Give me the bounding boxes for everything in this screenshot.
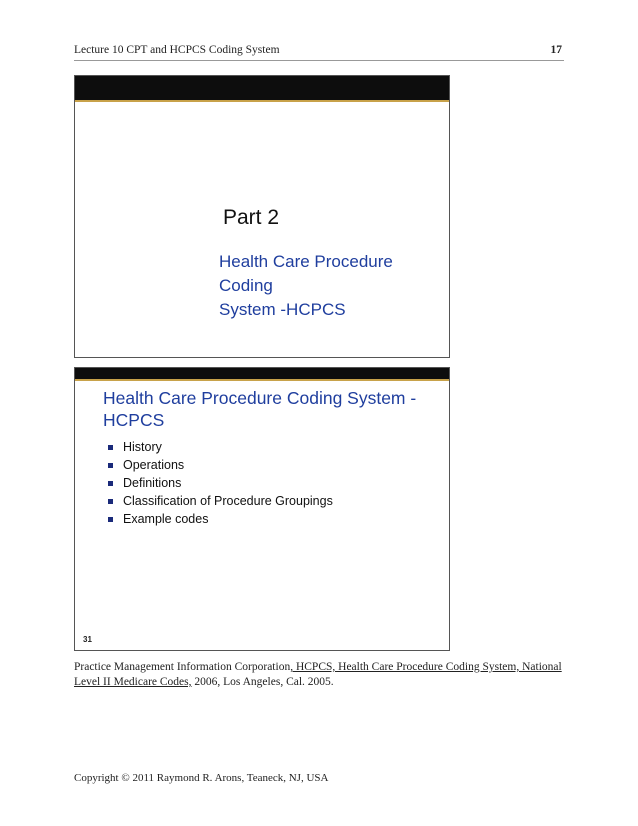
bullet-text: Classification of Procedure Groupings [123, 494, 333, 508]
square-bullet-icon [108, 517, 113, 522]
slide-number: 31 [83, 635, 92, 644]
square-bullet-icon [108, 445, 113, 450]
page-header [74, 44, 564, 61]
slide-title [103, 387, 423, 431]
page-number: 17 [550, 44, 562, 56]
square-bullet-icon [108, 463, 113, 468]
part-heading: Part 2 [223, 206, 280, 229]
part-subtitle-line-1: Health Care Procedure Coding [219, 252, 393, 295]
citation-details: 2006, Los Angeles, Cal. 2005. [191, 676, 334, 688]
square-bullet-icon [108, 481, 113, 486]
slide-top-bar [75, 76, 449, 100]
slide-accent-line [75, 100, 449, 102]
bullet-text: Example codes [123, 512, 209, 526]
bullet-item [108, 474, 333, 492]
bullet-list [108, 438, 333, 528]
square-bullet-icon [108, 499, 113, 504]
part-subtitle [219, 250, 449, 322]
part-subtitle-line-2: System -HCPCS [219, 300, 346, 319]
citation-author: Practice Management Information Corporation [74, 661, 291, 673]
copyright-footer: Copyright © 2011 Raymond R. Arons, Teaneck, NJ, USA [74, 772, 329, 784]
slide-title-line-1: Health Care Procedure Coding System - [103, 388, 417, 408]
bullet-text: Definitions [123, 476, 182, 490]
slide-accent-line [75, 379, 449, 381]
bullet-item [108, 456, 333, 474]
bullet-text: Operations [123, 458, 185, 472]
slide-title-line-2: HCPCS [103, 410, 165, 430]
citation-title: , HCPCS, Health Care Procedure Coding System, National Level II Medicare Codes, [74, 661, 562, 688]
bullet-item [108, 510, 333, 528]
slide-part-2 [74, 75, 450, 358]
citation [74, 660, 566, 690]
bullet-text: History [123, 440, 162, 454]
bullet-item [108, 492, 333, 510]
slide-top-bar [75, 368, 449, 379]
bullet-item [108, 438, 333, 456]
slide-hcpcs-overview [74, 367, 450, 651]
header-title: Lecture 10 CPT and HCPCS Coding System [74, 44, 280, 56]
